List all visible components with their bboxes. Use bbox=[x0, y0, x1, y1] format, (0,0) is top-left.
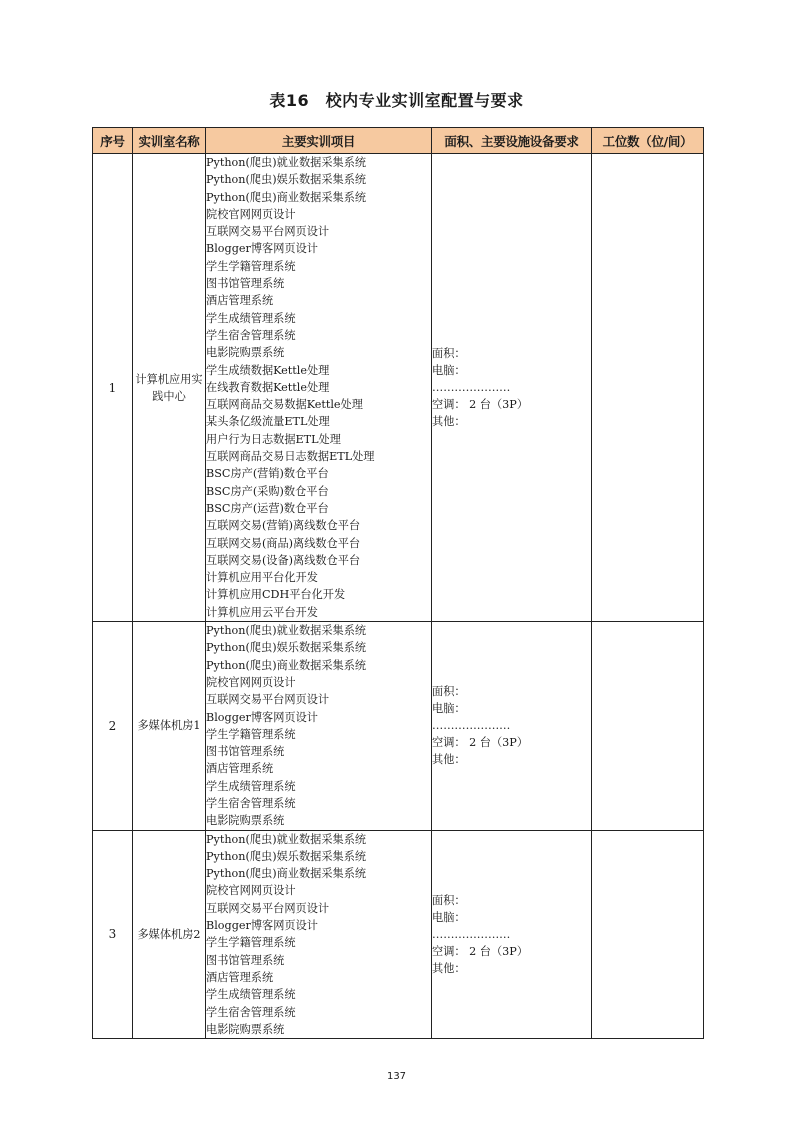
row-training-items bbox=[206, 154, 432, 622]
req-area: 面积： bbox=[432, 347, 466, 360]
training-item: 图书馆管理系统 bbox=[206, 745, 285, 759]
training-item: 学生学籍管理系统 bbox=[206, 727, 296, 741]
training-item: 互联网交易平台网页设计 bbox=[206, 901, 330, 915]
training-item: 学生宿舍管理系统 bbox=[206, 1005, 296, 1019]
training-item: Python(爬虫)商业数据采集系统 bbox=[206, 867, 367, 881]
req-aircon: 空调： 2 台（3P） bbox=[432, 736, 529, 750]
table-row bbox=[93, 622, 704, 831]
row-room-name: 多媒体机房2 bbox=[133, 830, 206, 1039]
table-title: 表16 校内专业实训室配置与要求 bbox=[269, 91, 524, 110]
req-aircon: 空调： 2 台（3P） bbox=[432, 398, 529, 411]
req-other: 其他： bbox=[432, 415, 466, 428]
row-training-items bbox=[206, 830, 432, 1039]
req-computer: 电脑： bbox=[432, 910, 466, 924]
header-seq: 序号 bbox=[93, 128, 133, 154]
training-item: 院校官网网页设计 bbox=[206, 884, 296, 898]
row-requirements bbox=[432, 154, 592, 622]
training-item: 学生成绩管理系统 bbox=[206, 988, 296, 1002]
training-item: Python(爬虫)就业数据采集系统 bbox=[206, 156, 367, 169]
training-item: 电影院购票系统 bbox=[206, 346, 285, 360]
table-row bbox=[93, 154, 704, 622]
training-item: 学生学籍管理系统 bbox=[206, 259, 296, 273]
training-item: 计算机应用CDH平台化开发 bbox=[206, 588, 346, 602]
training-item: 用户行为日志数据ETL处理 bbox=[206, 432, 341, 446]
training-item: 电影院购票系统 bbox=[206, 814, 285, 828]
row-room-name: 计算机应用实践中心 bbox=[133, 154, 206, 622]
training-item: 在线教育数据Kettle处理 bbox=[206, 380, 330, 394]
page-number: 137 bbox=[386, 1071, 407, 1082]
training-item: Blogger博客网页设计 bbox=[206, 710, 318, 724]
header-training-items: 主要实训项目 bbox=[206, 128, 432, 154]
row-requirements bbox=[432, 622, 592, 831]
header-room-name: 实训室名称 bbox=[133, 128, 206, 154]
row-stations bbox=[592, 830, 704, 1039]
training-item: Python(爬虫)就业数据采集系统 bbox=[206, 832, 367, 846]
training-item: 互联网交易(商品)离线数仓平台 bbox=[206, 536, 361, 550]
req-other: 其他： bbox=[432, 961, 466, 975]
req-ellipsis: ………………… bbox=[432, 381, 511, 394]
training-item: 计算机应用平台化开发 bbox=[206, 571, 318, 585]
training-item: BSC房产(营销)数仓平台 bbox=[206, 467, 329, 481]
training-item: 互联网交易平台网页设计 bbox=[206, 693, 330, 707]
req-aircon: 空调： 2 台（3P） bbox=[432, 944, 529, 958]
training-item: Python(爬虫)娱乐数据采集系统 bbox=[206, 641, 367, 655]
training-item: 学生宿舍管理系统 bbox=[206, 328, 296, 342]
req-computer: 电脑： bbox=[432, 364, 466, 377]
row-seq: 2 bbox=[93, 622, 133, 831]
training-item: 学生学籍管理系统 bbox=[206, 936, 296, 950]
row-stations bbox=[592, 622, 704, 831]
training-item: BSC房产(运营)数仓平台 bbox=[206, 501, 329, 515]
training-item: 学生成绩数据Kettle处理 bbox=[206, 363, 330, 377]
training-item: 酒店管理系统 bbox=[206, 970, 274, 984]
training-item: 计算机应用云平台开发 bbox=[206, 605, 318, 619]
training-item: 互联网商品交易日志数据ETL处理 bbox=[206, 450, 375, 464]
row-room-name: 多媒体机房1 bbox=[133, 622, 206, 831]
table-row bbox=[93, 830, 704, 1039]
req-area: 面积： bbox=[432, 893, 466, 907]
row-stations bbox=[592, 154, 704, 622]
table-header-row bbox=[93, 128, 704, 154]
training-item: 酒店管理系统 bbox=[206, 762, 274, 776]
header-requirements: 面积、主要设施设备要求 bbox=[432, 128, 592, 154]
training-item: 学生成绩管理系统 bbox=[206, 311, 296, 325]
training-item: 图书馆管理系统 bbox=[206, 953, 285, 967]
row-training-items bbox=[206, 622, 432, 831]
training-item: Blogger博客网页设计 bbox=[206, 242, 318, 256]
training-item: 电影院购票系统 bbox=[206, 1022, 285, 1036]
req-other: 其他： bbox=[432, 753, 466, 767]
training-item: 互联网交易(营销)离线数仓平台 bbox=[206, 519, 361, 533]
req-ellipsis: ………………… bbox=[432, 719, 511, 733]
training-item: BSC房产(采购)数仓平台 bbox=[206, 484, 329, 498]
training-room-table bbox=[92, 127, 704, 1039]
training-item: Python(爬虫)就业数据采集系统 bbox=[206, 624, 367, 638]
training-item: 互联网商品交易数据Kettle处理 bbox=[206, 398, 363, 412]
row-seq: 1 bbox=[93, 154, 133, 622]
training-item: Python(爬虫)商业数据采集系统 bbox=[206, 190, 367, 204]
training-item: 学生成绩管理系统 bbox=[206, 779, 296, 793]
header-stations: 工位数（位/间） bbox=[592, 128, 704, 154]
training-item: 互联网交易平台网页设计 bbox=[206, 225, 330, 239]
req-ellipsis: ………………… bbox=[432, 927, 511, 941]
req-area: 面积： bbox=[432, 685, 466, 699]
training-item: Python(爬虫)商业数据采集系统 bbox=[206, 658, 367, 672]
training-item: 图书馆管理系统 bbox=[206, 277, 285, 291]
training-item: Python(爬虫)娱乐数据采集系统 bbox=[206, 173, 367, 187]
row-requirements bbox=[432, 830, 592, 1039]
training-item: 院校官网网页设计 bbox=[206, 207, 296, 221]
row-seq: 3 bbox=[93, 830, 133, 1039]
training-item: 学生宿舍管理系统 bbox=[206, 796, 296, 810]
req-computer: 电脑： bbox=[432, 702, 466, 716]
training-item: 院校官网网页设计 bbox=[206, 675, 296, 689]
training-item: Python(爬虫)娱乐数据采集系统 bbox=[206, 849, 367, 863]
training-item: 互联网交易(设备)离线数仓平台 bbox=[206, 553, 361, 567]
training-item: 某头条亿级流量ETL处理 bbox=[206, 415, 330, 429]
training-item: 酒店管理系统 bbox=[206, 294, 274, 308]
training-item: Blogger博客网页设计 bbox=[206, 919, 318, 933]
